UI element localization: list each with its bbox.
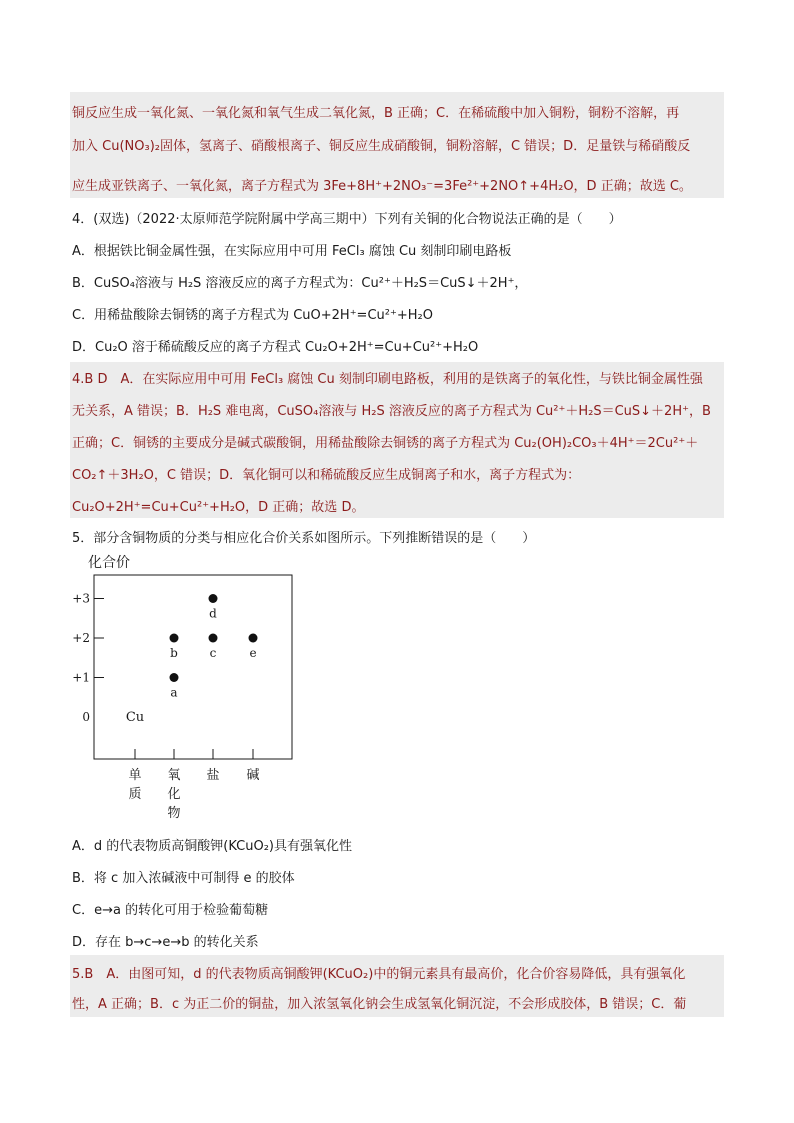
question-5-option-a: A．d 的代表物质高铜酸钾(KCuO₂)具有强氧化性 <box>72 839 352 854</box>
x-tick-label: 单 <box>128 768 142 783</box>
answer-line: 加入 Cu(NO₃)₂固体，氢离子、硝酸根离子、铜反应生成硝酸铜，铜粉溶解，C 错误；D．足量铁与稀硝酸反 <box>72 139 691 154</box>
x-tick-label: 氧 <box>167 768 181 783</box>
point-label-b: b <box>170 646 178 660</box>
point-label-e: e <box>249 646 257 660</box>
point-label-d: d <box>209 606 217 621</box>
question-4-stem: 4．(双选)（2022·太原师范学院附属中学高三期中）下列有关铜的化合物说法正确的是（ ） <box>72 212 622 227</box>
point-label-a: a <box>170 685 178 700</box>
question-5-stem: 5．部分含铜物质的分类与相应化合价关系如图所示。下列推断错误的是（ ） <box>72 531 536 546</box>
answer-line: 无关系，A 错误；B．H₂S 难电离，CuSO₄溶液与 H₂S 溶液反应的离子方程式为 Cu²⁺＋H₂S＝CuS↓＋2H⁺，B <box>72 404 711 419</box>
y-axis-label: 化合价 <box>88 555 130 571</box>
question-5-option-c: C．e→a 的转化可用于检验葡萄糖 <box>72 903 269 918</box>
question-4-option-b: B．CuSO₄溶液与 H₂S 溶液反应的离子方程式为：Cu²⁺＋H₂S＝CuS↓＋2H⁺， <box>72 276 528 291</box>
point-e <box>249 634 258 643</box>
valence-chart <box>72 548 320 832</box>
point-d <box>209 594 218 603</box>
y-tick-label: +3 <box>72 591 90 606</box>
answer-block-q5 <box>70 955 724 1017</box>
x-tick-label: 盐 <box>206 768 220 783</box>
y-tick-label: +2 <box>72 631 90 645</box>
chart-svg <box>72 548 320 828</box>
answer-line: 正确；C．铜锈的主要成分是碱式碳酸铜，用稀盐酸除去铜锈的离子方程式为 Cu₂(OH)₂CO₃＋4H⁺＝2Cu²⁺＋ <box>72 436 699 451</box>
question-4-option-a: A．根据铁比铜金属性强，在实际应用中可用 FeCl₃ 腐蚀 Cu 刻制印刷电路板 <box>72 244 512 259</box>
answer-line: 4.B D A．在实际应用中可用 FeCl₃ 腐蚀 Cu 刻制印刷电路板，利用的是铁离子的氧化性，与铁比铜金属性强 <box>72 372 703 387</box>
answer-block-q4 <box>70 362 724 518</box>
question-5-option-d: D．存在 b→c→e→b 的转化关系 <box>72 935 259 950</box>
plot-frame <box>94 575 292 759</box>
answer-line: 5.B A．由图可知，d 的代表物质高铜酸钾(KCuO₂)中的铜元素具有最高价，化合价容易降低，具有强氧化 <box>72 967 686 982</box>
y-tick-label: 0 <box>82 710 90 724</box>
x-tick-label: 化 <box>167 787 181 802</box>
point-c <box>209 634 218 643</box>
question-5-option-b: B．将 c 加入浓碱液中可制得 e 的胶体 <box>72 871 295 886</box>
answer-line: CO₂↑＋3H₂O，C 错误；D．氧化铜可以和稀硫酸反应生成铜离子和水，离子方程式为： <box>72 468 581 483</box>
point-label-Cu: Cu <box>125 710 145 725</box>
answer-line: 铜反应生成一氧化氮、一氧化氮和氧气生成二氧化氮，B 正确；C．在稀硫酸中加入铜粉，铜粉不溶解，再 <box>72 106 680 121</box>
answer-line: 性，A 正确；B．c 为正二价的铜盐，加入浓氢氧化钠会生成氢氧化铜沉淀，不会形成胶体，B 错误；C．葡 <box>72 997 687 1012</box>
point-a <box>170 673 179 682</box>
answer-block-q3 <box>70 92 724 198</box>
x-tick-label: 质 <box>128 787 142 802</box>
x-tick-label: 碱 <box>246 768 260 783</box>
point-label-c: c <box>209 646 217 660</box>
x-tick-label: 物 <box>167 806 181 821</box>
y-tick-label: +1 <box>72 670 90 685</box>
answer-line: 应生成亚铁离子、一氧化氮，离子方程式为 3Fe+8H⁺+2NO₃⁻=3Fe²⁺+2NO↑+4H₂O，D 正确；故选 C。 <box>72 179 692 194</box>
question-4-option-c: C．用稀盐酸除去铜锈的离子方程式为 CuO+2H⁺=Cu²⁺+H₂O <box>72 308 433 323</box>
point-b <box>170 634 179 643</box>
answer-line: Cu₂O+2H⁺=Cu+Cu²⁺+H₂O，D 正确；故选 D。 <box>72 500 365 515</box>
question-4-option-d: D．Cu₂O 溶于稀硫酸反应的离子方程式 Cu₂O+2H⁺=Cu+Cu²⁺+H₂O <box>72 340 479 355</box>
